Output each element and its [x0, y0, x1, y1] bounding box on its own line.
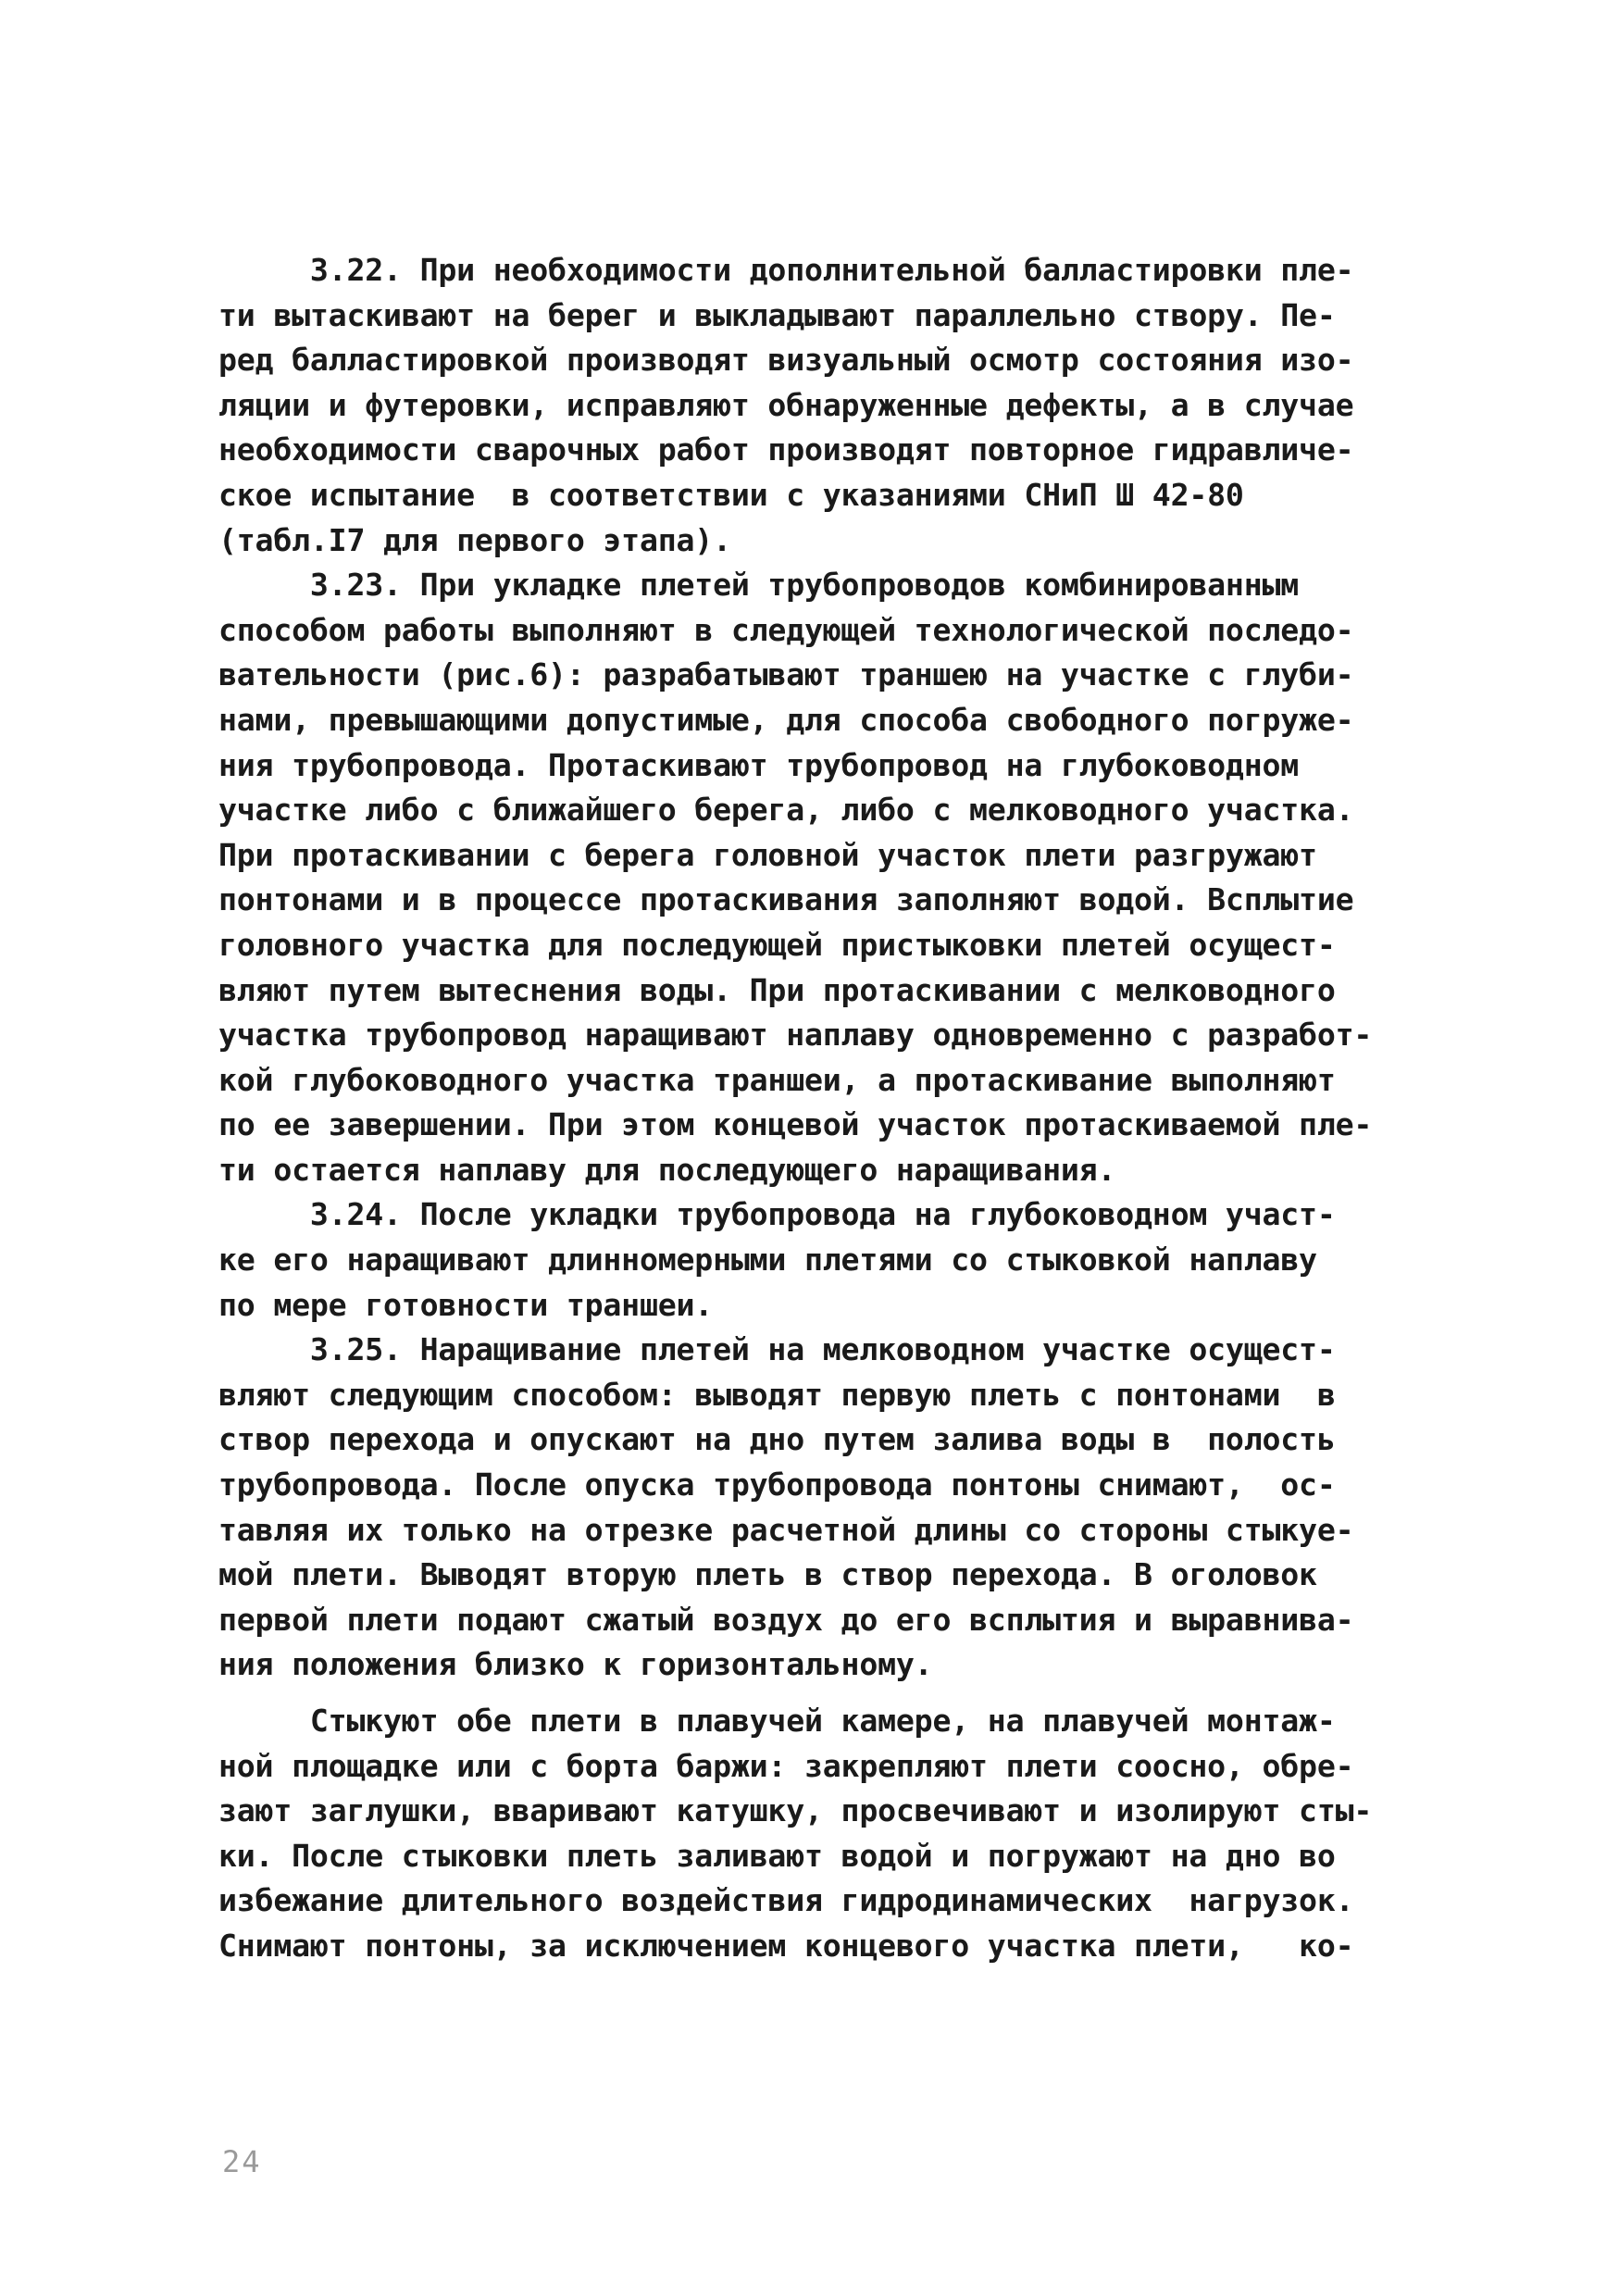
- text-line: 3.23. При укладке плетей трубопроводов комбинированным: [218, 567, 1300, 604]
- text-line: по мере готовности траншеи.: [218, 1286, 714, 1323]
- text-line: Снимают понтоны, за исключением концевого участка плети, ко-: [218, 1927, 1354, 1964]
- text-line: мой плети. Выводят вторую плеть в створ перехода. В оголовок: [218, 1556, 1317, 1593]
- text-line: понтонами и в процессе протаскивания заполняют водой. Всплытие: [218, 881, 1354, 918]
- text-line: способом работы выполняют в следующей технологической последо-: [218, 611, 1354, 648]
- text-line: 3.24. После укладки трубопровода на глубоководном участ-: [218, 1196, 1336, 1233]
- text-block: [218, 248, 1413, 1969]
- text-line: ред балластировкой производят визуальный осмотр состояния изо-: [218, 342, 1354, 379]
- text-line: ния трубопровода. Протаскивают трубопровод на глубоководном: [218, 746, 1300, 783]
- text-line: ляции и футеровки, исправляют обнаруженные дефекты, а в случае: [218, 386, 1354, 423]
- text-line: вляют следующим способом: выводят первую плеть с понтонами в: [218, 1376, 1336, 1413]
- text-line: по ее завершении. При этом концевой участок протаскиваемой пле-: [218, 1106, 1373, 1143]
- text-line: створ перехода и опускают на дно путем залива воды в полость: [218, 1421, 1336, 1458]
- text-line: 3.22. При необходимости дополнительной балластировки пле-: [218, 252, 1354, 288]
- page-number: 24: [222, 2144, 262, 2179]
- text-line: ной площадке или с борта баржи: закрепляют плети соосно, обре-: [218, 1747, 1354, 1784]
- text-line: трубопровода. После опуска трубопровода понтоны снимают, ос-: [218, 1466, 1336, 1504]
- text-line: участка трубопровод наращивают наплаву одновременно с разработ-: [218, 1017, 1373, 1054]
- text-line: тавляя их только на отрезке расчетной длины со стороны стыкуе-: [218, 1511, 1354, 1548]
- text-line: головного участка для последующей пристыковки плетей осущест-: [218, 926, 1336, 963]
- paragraph-gap: [218, 1688, 1413, 1699]
- text-line: ти вытаскивают на берег и выкладывают параллельно створу. Пе-: [218, 296, 1336, 333]
- text-line: ти остается наплаву для последующего наращивания.: [218, 1151, 1116, 1188]
- text-line: ния положения близко к горизонтальному.: [218, 1646, 933, 1683]
- text-line: (табл.I7 для первого этапа).: [218, 521, 731, 558]
- document-page: [218, 248, 1413, 2174]
- text-line: участке либо с ближайшего берега, либо с мелководного участка.: [218, 792, 1354, 829]
- text-line: избежание длительного воздействия гидродинамических нагрузок.: [218, 1882, 1354, 1919]
- text-line: нами, превышающими допустимые, для способа свободного погруже-: [218, 701, 1354, 738]
- text-line: ки. После стыковки плеть заливают водой и погружают на дно во: [218, 1837, 1336, 1874]
- text-line: 3.25. Наращивание плетей на мелководном участке осущест-: [218, 1331, 1336, 1368]
- text-line: вательности (рис.6): разрабатывают траншею на участке с глуби-: [218, 656, 1354, 693]
- text-line: зают заглушки, вваривают катушку, просвечивают и изолируют сты-: [218, 1792, 1373, 1829]
- text-line: кой глубоководного участка траншеи, а протаскивание выполняют: [218, 1061, 1336, 1098]
- text-line: Стыкуют обе плети в плавучей камере, на плавучей монтаж-: [218, 1703, 1336, 1739]
- text-line: вляют путем вытеснения воды. При протаскивании с мелководного: [218, 971, 1336, 1008]
- text-line: необходимости сварочных работ производят повторное гидравличе-: [218, 431, 1354, 468]
- text-line: первой плети подают сжатый воздух до его всплытия и выравнива-: [218, 1601, 1354, 1638]
- text-line: ке его наращивают длинномерными плетями со стыковкой наплаву: [218, 1242, 1317, 1279]
- text-line: При протаскивании с берега головной участок плети разгружают: [218, 836, 1317, 873]
- text-line: ское испытание в соответствии с указаниями СНиП Ш 42-80: [218, 476, 1244, 513]
